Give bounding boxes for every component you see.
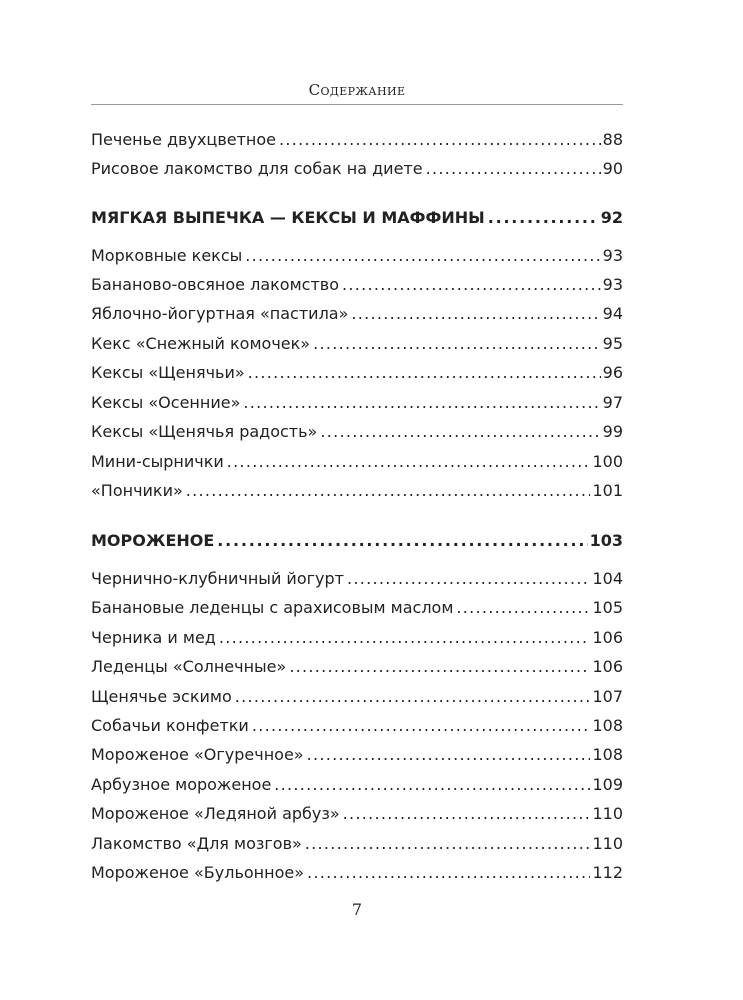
dot-leader [307, 744, 591, 766]
header-rule [91, 104, 623, 105]
dot-leader [305, 833, 591, 855]
dot-leader [252, 715, 591, 737]
dot-leader [235, 686, 591, 708]
toc-entry [91, 421, 623, 443]
dot-leader [426, 158, 601, 180]
dot-leader [245, 245, 600, 267]
dot-leader [351, 303, 600, 325]
toc-entry [91, 803, 623, 825]
toc-entry-title: Мини-сырнички [91, 452, 224, 471]
dot-leader [219, 627, 591, 649]
toc-entry [91, 568, 623, 590]
toc-entry [91, 245, 623, 267]
dot-leader [227, 451, 591, 473]
toc-entry-page: 110 [592, 804, 623, 823]
toc-entry-title: Банановые леденцы с арахисовым маслом [91, 598, 454, 617]
dot-leader [274, 774, 590, 796]
toc-entry [91, 129, 623, 151]
toc-entry-title: «Пончики» [91, 481, 183, 500]
toc-section-page: 103 [589, 531, 623, 550]
dot-leader [307, 862, 590, 884]
dot-leader [186, 480, 591, 502]
toc-entry-page: 95 [602, 334, 623, 353]
toc-entry [91, 862, 623, 884]
dot-leader [320, 421, 600, 443]
dot-leader [279, 129, 601, 151]
dot-leader [313, 333, 601, 355]
toc-entry-page: 109 [592, 775, 623, 794]
toc-entry [91, 715, 623, 737]
toc-entry-title: Черника и мед [91, 628, 216, 647]
toc-entry-page: 108 [592, 716, 623, 735]
dot-leader [289, 656, 590, 678]
toc-section-title: МЯГКАЯ ВЫПЕЧКА — КЕКСЫ И МАФФИНЫ [91, 208, 485, 227]
toc-entry-title: Чернично-клубничный йогурт [91, 569, 344, 588]
toc-section-heading [91, 207, 623, 229]
dot-leader [488, 207, 599, 229]
toc-entry-page: 106 [592, 628, 623, 647]
toc-entry-page: 97 [602, 393, 623, 412]
toc-entry-page: 104 [592, 569, 623, 588]
toc-entry [91, 774, 623, 796]
toc-entry [91, 686, 623, 708]
toc-entry-page: 101 [592, 481, 623, 500]
toc-entry-title: Кексы «Щенячьи» [91, 363, 245, 382]
toc-entry-title: Мороженое «Бульонное» [91, 863, 304, 882]
toc-entry-title: Мороженое «Ледяной арбуз» [91, 804, 340, 823]
dot-leader [343, 803, 591, 825]
toc-entry-page: 110 [592, 834, 623, 853]
toc-entry-title: Кексы «Осенние» [91, 393, 241, 412]
toc-entry-title: Арбузное мороженое [91, 775, 272, 794]
toc-entry-title: Собачьи конфетки [91, 716, 249, 735]
toc-entry-page: 90 [602, 159, 623, 178]
toc-entry-page: 93 [602, 246, 623, 265]
toc-entry-page: 105 [592, 598, 623, 617]
toc-entry [91, 158, 623, 180]
dot-leader [217, 530, 587, 552]
toc-entry [91, 597, 623, 619]
toc-entry-page: 107 [592, 687, 623, 706]
toc-entry-page: 93 [602, 275, 623, 294]
toc-entry-page: 94 [602, 304, 623, 323]
toc-entry-title: Щенячье эскимо [91, 687, 232, 706]
toc-entry-page: 100 [592, 452, 623, 471]
toc-entry-title: Кекс «Снежный комочек» [91, 334, 311, 353]
toc-entry [91, 392, 623, 414]
toc-entry-page: 106 [592, 657, 623, 676]
toc-entry [91, 833, 623, 855]
toc-entry [91, 744, 623, 766]
toc-entry-page: 108 [592, 745, 623, 764]
toc-entry [91, 451, 623, 473]
running-head: Содержание [308, 81, 406, 99]
toc-section-page: 92 [600, 208, 623, 227]
toc-entry-title: Мороженое «Огуречное» [91, 745, 304, 764]
toc-entry [91, 627, 623, 649]
toc-entry [91, 656, 623, 678]
toc-entry [91, 303, 623, 325]
toc-entry-page: 96 [602, 363, 623, 382]
dot-leader [342, 274, 601, 296]
toc-entry-title: Кексы «Щенячья радость» [91, 422, 318, 441]
toc-entry-title: Леденцы «Солнечные» [91, 657, 287, 676]
toc-section-heading [91, 530, 623, 552]
toc-entry-page: 112 [592, 863, 623, 882]
toc-entry-title: Яблочно-йогуртная «пастила» [91, 304, 349, 323]
toc-entry [91, 274, 623, 296]
toc-entry-title: Морковные кексы [91, 246, 243, 265]
dot-leader [248, 362, 601, 384]
dot-leader [347, 568, 590, 590]
dot-leader [456, 597, 590, 619]
toc-entry-title: Печенье двухцветное [91, 130, 276, 149]
toc-entry-title: Рисовое лакомство для собак на диете [91, 159, 423, 178]
toc-entry-title: Лакомство «Для мозгов» [91, 834, 302, 853]
toc-entry [91, 480, 623, 502]
toc-entry-page: 99 [602, 422, 623, 441]
toc-section-title: МОРОЖЕНОЕ [91, 531, 215, 550]
toc-entry [91, 362, 623, 384]
toc-entry-title: Бананово-овсяное лакомство [91, 275, 339, 294]
page-number: 7 [351, 900, 363, 919]
toc-entry-page: 88 [602, 130, 623, 149]
toc-entry [91, 333, 623, 355]
dot-leader [243, 392, 600, 414]
